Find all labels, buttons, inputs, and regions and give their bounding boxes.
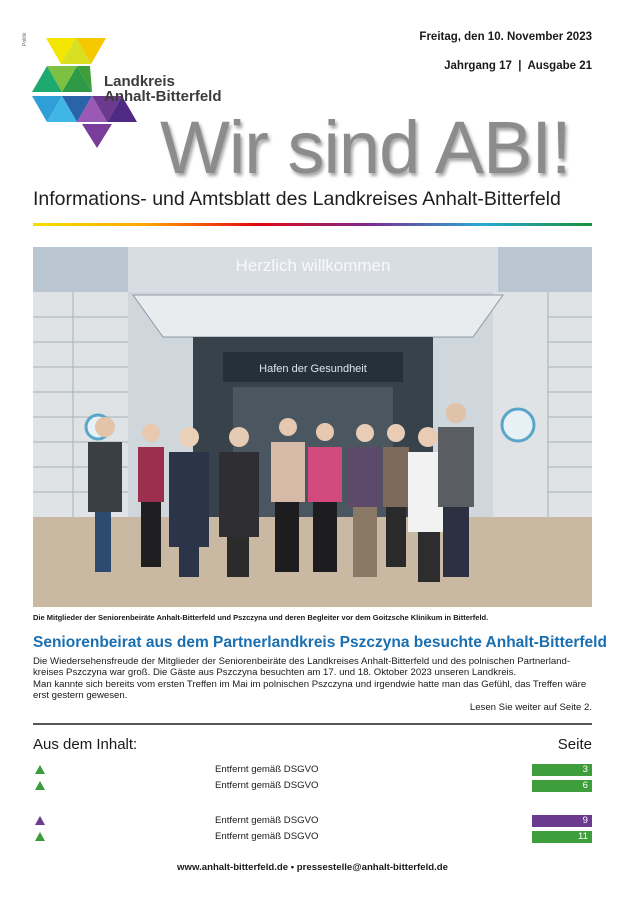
contents-item[interactable] [33,815,592,828]
publication-subtitle: Informations- und Amtsblatt des Landkreises Anhalt-Bitterfeld [33,188,561,210]
logo-tri-14 [82,124,112,148]
contents-item[interactable] [33,831,592,844]
article-headline: Seniorenbeirat aus dem Partnerlandkreis Pszczyna besuchte Anhalt-Bitterfeld [33,634,607,651]
rainbow-divider [33,223,592,226]
contents-item-page: 6 [532,780,592,792]
photo-banner: Herzlich willkommen [235,256,391,275]
contents-item[interactable] [33,764,592,777]
article-paragraph: Die Wiedersehensfreude der Mitglieder der Seniorenbeiräte des Landkreises Anhalt-Bitterfeld und des polnischen Partnerlandkreises Pszczyna war groß. Die Gäste aus Pszczyna besuchten am 17. und 18. Oktober 2023 unseren Landkreis. [33,656,571,679]
article-body [33,656,595,702]
continue-reading: Lesen Sie weiter auf Seite 2. [469,702,592,713]
contents-page-header: Seite [557,736,592,753]
section-divider [33,723,592,725]
contents-item-label: Entfernt gemäß DSGVO [215,764,319,775]
triangle-icon [35,781,45,790]
contents-title: Aus dem Inhalt: [33,736,138,753]
side-tag: Politik [22,32,28,46]
group-photo [33,247,592,607]
article-paragraph: Man kannte sich bereits vom ersten Treffen im Mai im polnischen Pszczyna und irgendwie hatte man das Gefühl, das Treffen wäre erst gestern gewesen. [33,678,587,702]
contents-item-label: Entfernt gemäß DSGVO [215,831,319,842]
contents-item-label: Entfernt gemäß DSGVO [215,815,319,826]
masthead-title: Wir sind ABI! [160,106,571,189]
triangle-icon [35,816,45,825]
contents-item-page: 3 [532,764,592,776]
issue-date: Freitag, den 10. November 2023 [419,31,592,43]
footer-contact[interactable]: www.anhalt-bitterfeld.de • pressestelle@anhalt-bitterfeld.de [177,862,448,873]
contents-item-label: Entfernt gemäß DSGVO [215,780,319,791]
issue-number: Jahrgang 17 | Ausgabe 21 [444,60,592,72]
triangle-icon [35,832,45,841]
logo-text-line2: Anhalt-Bitterfeld [104,88,222,105]
logo-text-line1: Landkreis [104,73,175,90]
photo-caption: Die Mitglieder der Seniorenbeiräte Anhalt-Bitterfeld und Pszczyna und deren Begleiter vor dem Goitzsche Klinikum in Bitterfeld. [33,613,489,622]
photo-sign: Hafen der Gesundheit [259,363,367,375]
triangle-icon [35,765,45,774]
contents-item[interactable] [33,780,592,793]
contents-item-page: 11 [532,831,592,843]
contents-item-page: 9 [532,815,592,827]
